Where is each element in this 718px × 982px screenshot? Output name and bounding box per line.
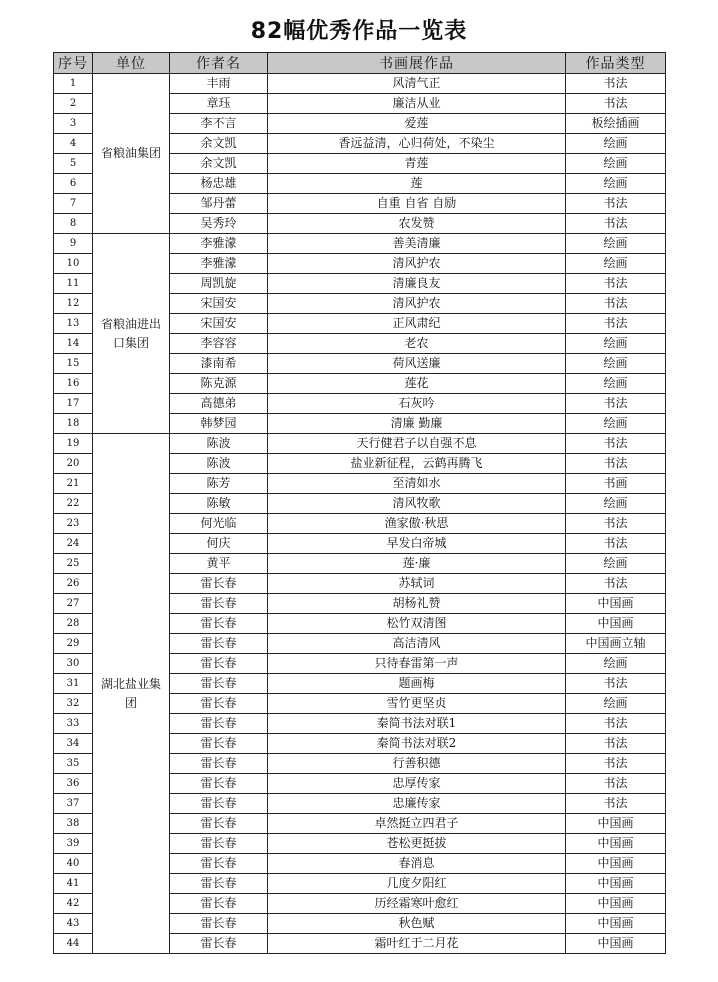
cell-type: 绘画 [566,354,666,374]
cell-author: 宋国安 [170,294,268,314]
cell-no: 16 [54,374,93,394]
cell-no: 4 [54,134,93,154]
cell-type: 书法 [566,794,666,814]
cell-work: 莲 [268,174,566,194]
cell-author: 李雅濛 [170,254,268,274]
header-no: 序号 [54,53,93,74]
cell-no: 27 [54,594,93,614]
cell-type: 书法 [566,314,666,334]
cell-no: 31 [54,674,93,694]
cell-work: 自重 自省 自励 [268,194,566,214]
cell-no: 26 [54,574,93,594]
cell-author: 杨忠雄 [170,174,268,194]
cell-no: 43 [54,914,93,934]
cell-work: 几度夕阳红 [268,874,566,894]
header-work: 书画展作品 [268,53,566,74]
cell-type: 书法 [566,394,666,414]
cell-no: 41 [54,874,93,894]
cell-author: 陈波 [170,434,268,454]
cell-unit: 湖北盐业集团 [93,434,170,954]
cell-author: 高德弟 [170,394,268,414]
cell-work: 秦简书法对联2 [268,734,566,754]
cell-author: 雷长春 [170,594,268,614]
cell-no: 30 [54,654,93,674]
cell-work: 盐业新征程，云鹤再腾飞 [268,454,566,474]
cell-type: 中国画 [566,914,666,934]
cell-type: 绘画 [566,694,666,714]
cell-author: 章珏 [170,94,268,114]
cell-type: 中国画 [566,614,666,634]
cell-author: 陈克源 [170,374,268,394]
cell-type: 绘画 [566,334,666,354]
cell-author: 雷长春 [170,654,268,674]
cell-author: 黄平 [170,554,268,574]
cell-author: 陈敏 [170,494,268,514]
cell-no: 35 [54,754,93,774]
cell-author: 漆南希 [170,354,268,374]
cell-author: 何庆 [170,534,268,554]
cell-type: 书法 [566,74,666,94]
cell-unit: 省粮油进出口集团 [93,234,170,434]
cell-no: 1 [54,74,93,94]
cell-work: 清风牧歌 [268,494,566,514]
cell-type: 书法 [566,194,666,214]
cell-author: 雷长春 [170,574,268,594]
cell-no: 40 [54,854,93,874]
cell-type: 书法 [566,214,666,234]
cell-work: 爱莲 [268,114,566,134]
cell-type: 绘画 [566,154,666,174]
cell-no: 14 [54,334,93,354]
cell-work: 香远益清，心归荷处，不染尘 [268,134,566,154]
cell-author: 余文凯 [170,154,268,174]
cell-work: 荷风送廉 [268,354,566,374]
cell-work: 卓然挺立四君子 [268,814,566,834]
cell-type: 书法 [566,434,666,454]
cell-no: 11 [54,274,93,294]
cell-no: 13 [54,314,93,334]
cell-author: 雷长春 [170,814,268,834]
table-row [54,74,666,94]
cell-work: 胡杨礼赞 [268,594,566,614]
cell-no: 10 [54,254,93,274]
cell-author: 李雅濛 [170,234,268,254]
cell-no: 29 [54,634,93,654]
cell-author: 雷长春 [170,754,268,774]
cell-type: 书法 [566,94,666,114]
cell-no: 3 [54,114,93,134]
cell-author: 雷长春 [170,874,268,894]
cell-work: 春消息 [268,854,566,874]
cell-type: 中国画立轴 [566,634,666,654]
cell-work: 清廉良友 [268,274,566,294]
cell-no: 18 [54,414,93,434]
cell-author: 周凯旋 [170,274,268,294]
cell-author: 丰雨 [170,74,268,94]
cell-no: 6 [54,174,93,194]
cell-work: 苏轼词 [268,574,566,594]
cell-type: 书法 [566,774,666,794]
cell-no: 5 [54,154,93,174]
cell-author: 雷长春 [170,634,268,654]
cell-type: 中国画 [566,594,666,614]
cell-work: 莲花 [268,374,566,394]
cell-type: 绘画 [566,554,666,574]
cell-work: 渔家傲·秋思 [268,514,566,534]
header-author: 作者名 [170,53,268,74]
cell-no: 37 [54,794,93,814]
cell-work: 行善积德 [268,754,566,774]
cell-author: 雷长春 [170,934,268,954]
cell-author: 陈波 [170,454,268,474]
cell-work: 善美清廉 [268,234,566,254]
cell-author: 李容容 [170,334,268,354]
cell-no: 8 [54,214,93,234]
page-title: 82幅优秀作品一览表 [250,19,468,44]
cell-work: 青莲 [268,154,566,174]
cell-no: 32 [54,694,93,714]
cell-type: 绘画 [566,254,666,274]
cell-author: 雷长春 [170,854,268,874]
cell-author: 邹丹蕾 [170,194,268,214]
cell-unit: 省粮油集团 [93,74,170,234]
cell-author: 雷长春 [170,894,268,914]
cell-work: 莲·廉 [268,554,566,574]
cell-type: 中国画 [566,834,666,854]
cell-type: 中国画 [566,814,666,834]
cell-no: 23 [54,514,93,534]
cell-work: 早发白帝城 [268,534,566,554]
cell-type: 绘画 [566,374,666,394]
cell-work: 高洁清风 [268,634,566,654]
cell-type: 书法 [566,734,666,754]
header-unit: 单位 [93,53,170,74]
cell-no: 17 [54,394,93,414]
cell-work: 题画梅 [268,674,566,694]
cell-type: 书画 [566,474,666,494]
cell-author: 何光临 [170,514,268,534]
cell-no: 22 [54,494,93,514]
table-row [54,434,666,454]
cell-type: 绘画 [566,174,666,194]
cell-no: 15 [54,354,93,374]
cell-work: 清风护农 [268,254,566,274]
cell-work: 风清气正 [268,74,566,94]
cell-author: 宋国安 [170,314,268,334]
cell-type: 书法 [566,674,666,694]
cell-type: 中国画 [566,934,666,954]
cell-work: 忠廉传家 [268,794,566,814]
cell-author: 韩梦园 [170,414,268,434]
cell-work: 历经霜寒叶愈红 [268,894,566,914]
cell-type: 中国画 [566,894,666,914]
cell-type: 书法 [566,294,666,314]
cell-type: 板绘插画 [566,114,666,134]
cell-no: 44 [54,934,93,954]
cell-type: 书法 [566,534,666,554]
cell-author: 雷长春 [170,694,268,714]
cell-author: 雷长春 [170,614,268,634]
cell-work: 秦简书法对联1 [268,714,566,734]
cell-work: 天行健君子以自强不息 [268,434,566,454]
cell-work: 清风护农 [268,294,566,314]
cell-work: 松竹双清图 [268,614,566,634]
cell-author: 雷长春 [170,834,268,854]
cell-no: 34 [54,734,93,754]
cell-author: 陈芳 [170,474,268,494]
cell-no: 36 [54,774,93,794]
cell-work: 只待春雷第一声 [268,654,566,674]
cell-author: 余文凯 [170,134,268,154]
cell-work: 农发赞 [268,214,566,234]
cell-work: 苍松更挺拔 [268,834,566,854]
cell-work: 忠厚传家 [268,774,566,794]
cell-no: 21 [54,474,93,494]
cell-work: 老农 [268,334,566,354]
cell-author: 雷长春 [170,774,268,794]
cell-work: 至清如水 [268,474,566,494]
works-table [53,52,666,954]
cell-type: 书法 [566,454,666,474]
cell-author: 吴秀玲 [170,214,268,234]
cell-work: 清廉 勤廉 [268,414,566,434]
cell-type: 书法 [566,574,666,594]
cell-no: 19 [54,434,93,454]
cell-type: 绘画 [566,414,666,434]
cell-author: 雷长春 [170,714,268,734]
cell-author: 雷长春 [170,794,268,814]
cell-author: 雷长春 [170,674,268,694]
header-type: 作品类型 [566,53,666,74]
cell-no: 25 [54,554,93,574]
cell-work: 秋色赋 [268,914,566,934]
cell-no: 2 [54,94,93,114]
cell-type: 书法 [566,274,666,294]
cell-author: 雷长春 [170,734,268,754]
cell-work: 廉洁从业 [268,94,566,114]
cell-no: 9 [54,234,93,254]
cell-no: 38 [54,814,93,834]
cell-type: 绘画 [566,234,666,254]
cell-no: 42 [54,894,93,914]
table-row [54,234,666,254]
cell-author: 雷长春 [170,914,268,934]
cell-no: 12 [54,294,93,314]
cell-work: 正风肃纪 [268,314,566,334]
cell-type: 绘画 [566,654,666,674]
cell-no: 20 [54,454,93,474]
cell-no: 28 [54,614,93,634]
cell-type: 书法 [566,754,666,774]
cell-no: 39 [54,834,93,854]
table-body [54,74,666,954]
cell-author: 李不言 [170,114,268,134]
cell-work: 石灰吟 [268,394,566,414]
cell-type: 中国画 [566,874,666,894]
cell-no: 7 [54,194,93,214]
cell-type: 中国画 [566,854,666,874]
cell-type: 书法 [566,714,666,734]
cell-type: 绘画 [566,494,666,514]
cell-no: 24 [54,534,93,554]
cell-work: 霜叶红于二月花 [268,934,566,954]
cell-work: 雪竹更坚贞 [268,694,566,714]
cell-no: 33 [54,714,93,734]
table-header [54,53,666,74]
cell-type: 绘画 [566,134,666,154]
cell-type: 书法 [566,514,666,534]
